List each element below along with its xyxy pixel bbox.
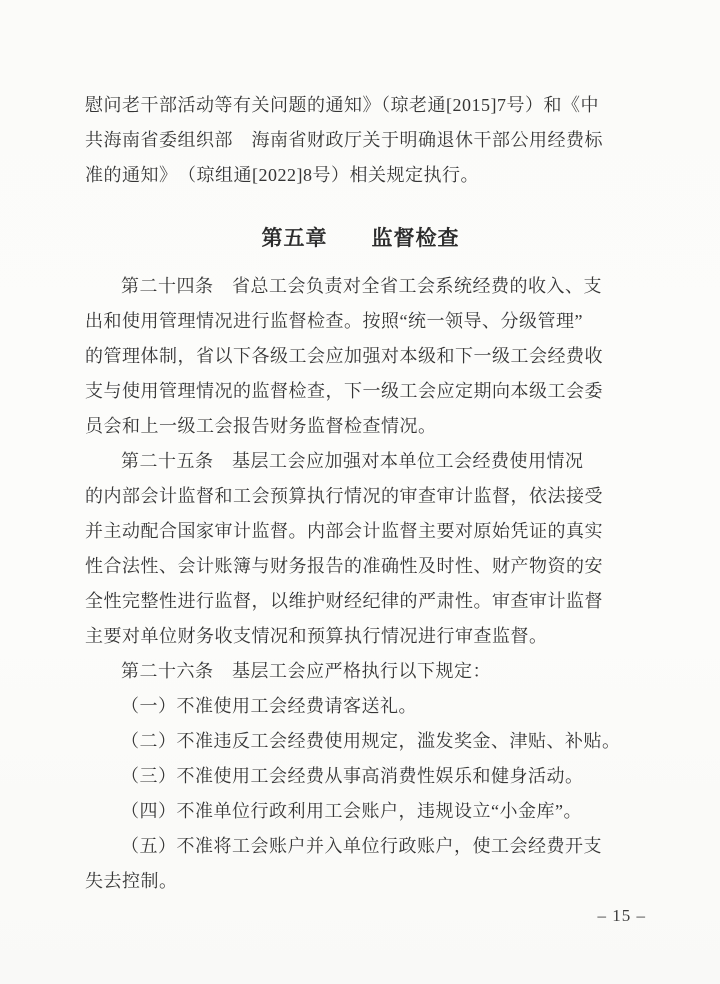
text-line: 第二十四条 省总工会负责对全省工会系统经费的收入、支 (121, 276, 602, 296)
text-line: 并主动配合国家审计监督。内部会计监督主要对原始凭证的真实 (85, 521, 603, 541)
article-26 (85, 654, 636, 899)
article-24 (85, 269, 636, 444)
text-line: 主要对单位财务收支情况和预算执行情况进行审查监督。 (85, 626, 548, 646)
text-line: 慰问老干部活动等有关问题的通知》（琼老通[2015]7号）和《中 (85, 95, 599, 115)
text-line: 准的通知》 （琼组通[2022]8号）相关规定执行。 (85, 165, 479, 185)
list-item-line: （三）不准使用工会经费从事高消费性娱乐和健身活动。 (121, 766, 584, 786)
text-line: 性合法性、会计账簿与财务报告的准确性及时性、财产物资的安 (85, 556, 603, 576)
chapter-heading: 第五章 监督检查 (261, 226, 460, 250)
text-line: 第二十五条 基层工会应加强对本单位工会经费使用情况 (121, 451, 584, 471)
article-25 (85, 444, 636, 654)
text-line: 失去控制。 (85, 871, 178, 891)
intro-paragraph (85, 88, 636, 193)
text-line: 共海南省委组织部 海南省财政厅关于明确退休干部公用经费标 (85, 130, 603, 150)
list-item-line: （二）不准违反工会经费使用规定，滥发奖金、津贴、补贴。 (121, 731, 621, 751)
text-line: 第二十六条 基层工会应严格执行以下规定： (121, 661, 491, 681)
text-line: 员会和上一级工会报告财务监督检查情况。 (85, 416, 437, 436)
text-line: 的管理体制，省以下各级工会应加强对本级和下一级工会经费收 (85, 346, 603, 366)
text-line: 全性完整性进行监督，以维护财经纪律的严肃性。审查审计监督 (85, 591, 603, 611)
text-line: 出和使用管理情况进行监督检查。按照“统一领导、分级管理” (85, 311, 583, 331)
page-number: – 15 – (597, 906, 646, 925)
list-item-line: （一）不准使用工会经费请客送礼。 (121, 696, 417, 716)
text-line: 的内部会计监督和工会预算执行情况的审查审计监督，依法接受 (85, 486, 603, 506)
text-line: 支与使用管理情况的监督检查，下一级工会应定期向本级工会委 (85, 381, 603, 401)
list-item-line: （五）不准将工会账户并入单位行政账户，使工会经费开支 (121, 836, 602, 856)
list-item-line: （四）不准单位行政利用工会账户，违规设立“小金库”。 (121, 801, 582, 821)
